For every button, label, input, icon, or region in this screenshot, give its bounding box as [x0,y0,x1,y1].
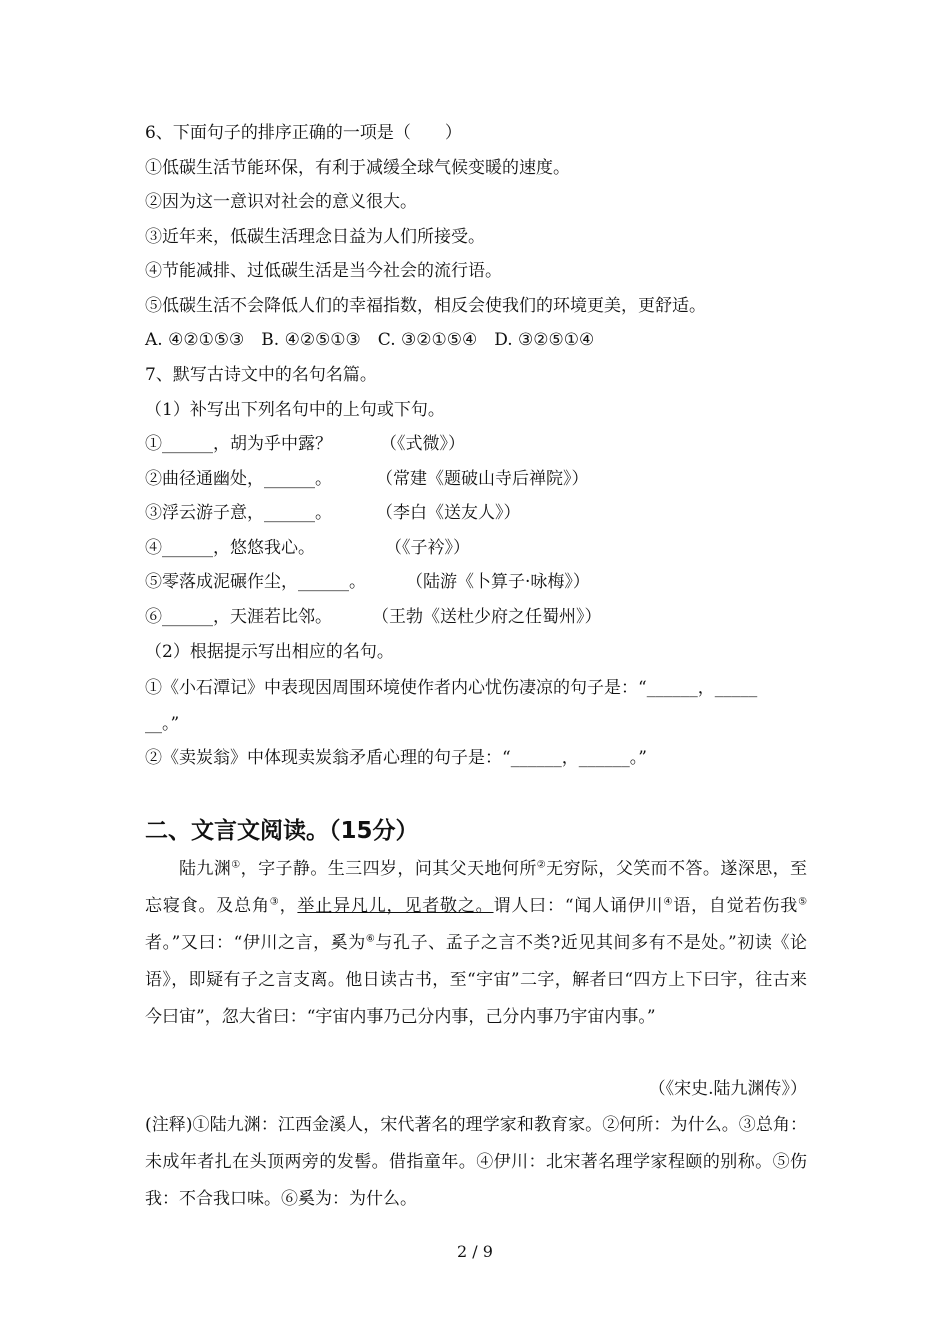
passage-text: 谓人曰：“闻人诵伊川 [493,896,664,916]
q6-item-2: ②因为这一意识对社会的意义很大。 [145,192,417,212]
q6-item-4: ④节能减排、过低碳生活是当今社会的流行语。 [145,261,502,281]
q7-part2-item2: ②《卖炭翁》中体现卖炭翁矛盾心理的句子是：“______，______。” [145,748,647,768]
note-ref-2: ② [536,859,547,871]
q6-item-5: ⑤低碳生活不会降低人们的幸福指数，相反会使我们的环境更美，更舒适。 [145,296,706,316]
passage-text: 无穷际，父笑而不答。遂深思，至忘寝食。及总角 [145,859,808,916]
q7-part2-item1-line1: ①《小石潭记》中表现因周围环境使作者内心忧伤凄凉的句子是：“______，_____ [145,678,758,698]
fill-source: （陆游《卜算子·咏梅》） [406,572,590,592]
fill-source: （《式微》） [380,434,465,454]
note-ref-6: ⑥ [365,933,376,945]
q6-item-1: ①低碳生活节能环保，有利于减缓全球气候变暖的速度。 [145,158,570,178]
fill-source: （《子衿》） [385,538,470,558]
q7-stem: 7、默写古诗文中的名句名篇。 [145,365,377,385]
fill-text: ④______，悠悠我心。 [145,538,315,558]
fill-text: ⑥______，天涯若比邻。 [145,607,332,627]
page-number: 2 / 9 [457,1242,493,1261]
q7-fill-5 [145,570,590,594]
passage-text: 与孔子、孟子之言不类?近见其间多有不是处。”初读《论语》，即疑有子之言支离。他日读古书，至“宇宙”二字，解者曰“四方上下曰宇，往古来今曰宙”，忽大省曰：“宇宙内事乃己分内事，己分内事乃宇宙内事。” [145,933,807,1027]
fill-source: （王勃《送杜少府之任蜀州》） [372,607,602,627]
note-ref-5: ⑤ [798,896,808,908]
q7-fill-4 [145,536,470,560]
annotations: (注释)①陆九渊：江西金溪人，宋代著名的理学家和教育家。②何所：为什么。③总角：未成年者扎在头顶两旁的发髻。借指童年。④伊川：北宋著名理学家程颐的别称。⑤伤我：不合我口味。⑥奚为：为什么。 [145,1115,807,1209]
passage-text: 陆九渊 [179,859,232,879]
passage-text: 语，自觉若伤我 [673,896,799,916]
passage [145,851,807,1036]
section-heading: 二、文言文阅读。（15分） [145,818,419,844]
passage-text: 者。”又曰：“伊川之言，奚为 [145,933,366,953]
fill-source: （李白《送友人》） [376,503,521,523]
passage-text: ，字子静。生三四岁，问其父天地何所 [240,859,537,879]
q7-part2-item1-line2: __。” [145,714,180,734]
q7-fill-6 [145,605,602,629]
q7-fill-1 [145,432,465,456]
passage-text: ， [279,896,298,916]
q7-fill-3 [145,501,521,525]
fill-text: ①______，胡为乎中露？ [145,434,332,454]
fill-text: ②曲径通幽处，______。 [145,469,332,489]
fill-source: （常建《题破山寺后禅院》） [376,469,589,489]
note-ref-4: ④ [663,896,674,908]
q7-fill-2 [145,467,589,491]
note-ref-1: ① [231,859,241,871]
q6-item-3: ③近年来，低碳生活理念日益为人们所接受。 [145,227,485,247]
q6-options: A. ④②①⑤③ B. ④②⑤①③ C. ③②①⑤④ D. ③②⑤①④ [145,330,595,350]
fill-text: ⑤零落成泥碾作尘，______。 [145,572,366,592]
passage-source: （《宋史.陆九渊传》） [648,1079,807,1099]
fill-text: ③浮云游子意，______。 [145,503,332,523]
q7-part1-label: （1）补写出下列名句中的上句或下句。 [145,400,445,420]
q6-stem: 6、下面句子的排序正确的一项是（ ） [145,123,462,143]
q7-part2-label: （2）根据提示写出相应的名句。 [145,642,394,662]
note-ref-3: ③ [269,896,280,908]
underlined-sentence: 举止异凡儿，见者敬之。 [297,896,494,916]
